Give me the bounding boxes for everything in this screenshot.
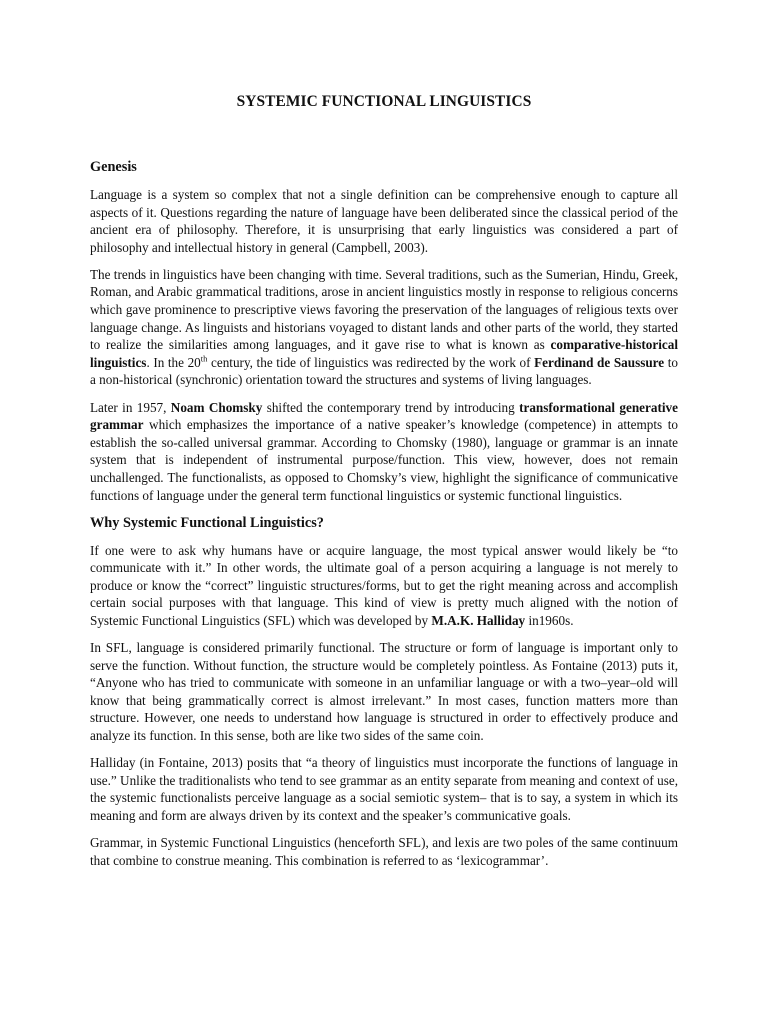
text-run: If one were to ask why humans have or acquire language, the most typical answer would likely be “to communicate with it.” In other words, the ultimate goal of a person acquiring a language is not merely to produce or know the “correct” linguistic structures/forms, but to get the right meaning across and accomplish certain social purposes with that language. This kind of view is pretty much aligned with the notion of Systemic Functional Linguistics (SFL) which was developed by — [90, 542, 678, 628]
paragraph — [90, 834, 678, 869]
text-run: Language is a system so complex that not a single definition can be comprehensive enough to capture all aspects of it. Questions regarding the nature of language have been deliberated since the classical period of the ancient era of philosophy. Therefore, it is unsurprising that early linguistics was considered a part of philosophy and intellectual history in general (Campbell, 2003). — [90, 187, 678, 255]
paragraph — [90, 186, 678, 256]
text-run: . In the 20 — [146, 354, 201, 370]
text-run: The trends in linguistics have been changing with time. Several traditions, such as the Sumerian, Hindu, Greek, Roman, and Arabic grammatical traditions, arose in ancient linguistics mostly in response to religious concerns which gave prominence to prescriptive views favoring the preservation of the languages of religious texts over language change. As linguists and historians voyaged to distant lands and other parts of the world, they started to realize the similarities among languages, and it gave rise to what is known as — [90, 266, 678, 353]
section-heading-why-sfl: Why Systemic Functional Linguistics? — [90, 514, 324, 531]
section-heading-genesis: Genesis — [90, 159, 137, 175]
text-run: to a non-historical (synchronic) orientation toward the structures and systems of living languages. — [90, 354, 678, 388]
text-run: in1960s. — [525, 612, 574, 628]
text-run: Later in 1957, — [90, 399, 171, 415]
text-run: Grammar, in Systemic Functional Linguistics (henceforth SFL), and lexis are two poles of the same continuum that combine to construe meaning. This combination is referred to as ‘lexicogrammar’. — [90, 835, 678, 868]
paragraph — [90, 266, 678, 389]
bold-term: Noam Chomsky — [170, 399, 263, 415]
bold-term: Ferdinand de Saussure — [534, 354, 665, 370]
paragraph — [90, 399, 678, 505]
paragraph — [90, 542, 678, 630]
bold-term: M.A.K. Halliday — [431, 612, 526, 628]
document-title: SYSTEMIC FUNCTIONAL LINGUISTICS — [236, 93, 532, 110]
section-genesis — [90, 158, 678, 504]
text-run: In SFL, language is considered primarily functional. The structure or form of language is important only to serve the function. Without function, the structure would be completely pointless. As Fontaine (2013) puts it, “Anyone who has tried to communicate with someone in an unfamiliar language or with a two–year–old will know that being grammatically correct is almost irrelevant.” In most cases, function matters more than structure. However, one needs to understand how language is structured in order to effectively produce and analyze its function. In this sense, both are like two sides of the same coin. — [90, 640, 678, 744]
superscript: th — [200, 353, 208, 364]
bold-term: comparative-historical linguistics — [90, 337, 678, 370]
text-run: shifted the contemporary trend by introducing — [262, 399, 520, 415]
text-run: which emphasizes the importance of a native speaker’s knowledge (competence) in attempts to establish the so-called universal grammar. According to Chomsky (1980), language or grammar is an innate system that is independent of instrumental purpose/function. This view, however, does not remain unchallenged. The functionalists, as opposed to Chomsky’s view, highlight the significance of communicative functions of language under the general term functional linguistics or systemic functional linguistics. — [90, 417, 678, 503]
document-page — [90, 92, 678, 879]
paragraph — [90, 639, 678, 745]
paragraph — [90, 754, 678, 824]
text-run: Halliday (in Fontaine, 2013) posits that “a theory of linguistics must incorporate the functions of language in use.” Unlike the traditionalists who tend to see grammar as an entity separate from meaning and context of use, the systemic functionalists perceive language as a social semiotic system– that is to say, a system in which its meaning and form are always driven by its context and the speaker’s communicative goals. — [90, 755, 678, 823]
bold-term: transformational generative grammar — [90, 399, 678, 433]
text-run: century, the tide of linguistics was redirected by the work of — [207, 354, 535, 370]
section-why-sfl — [90, 514, 678, 870]
